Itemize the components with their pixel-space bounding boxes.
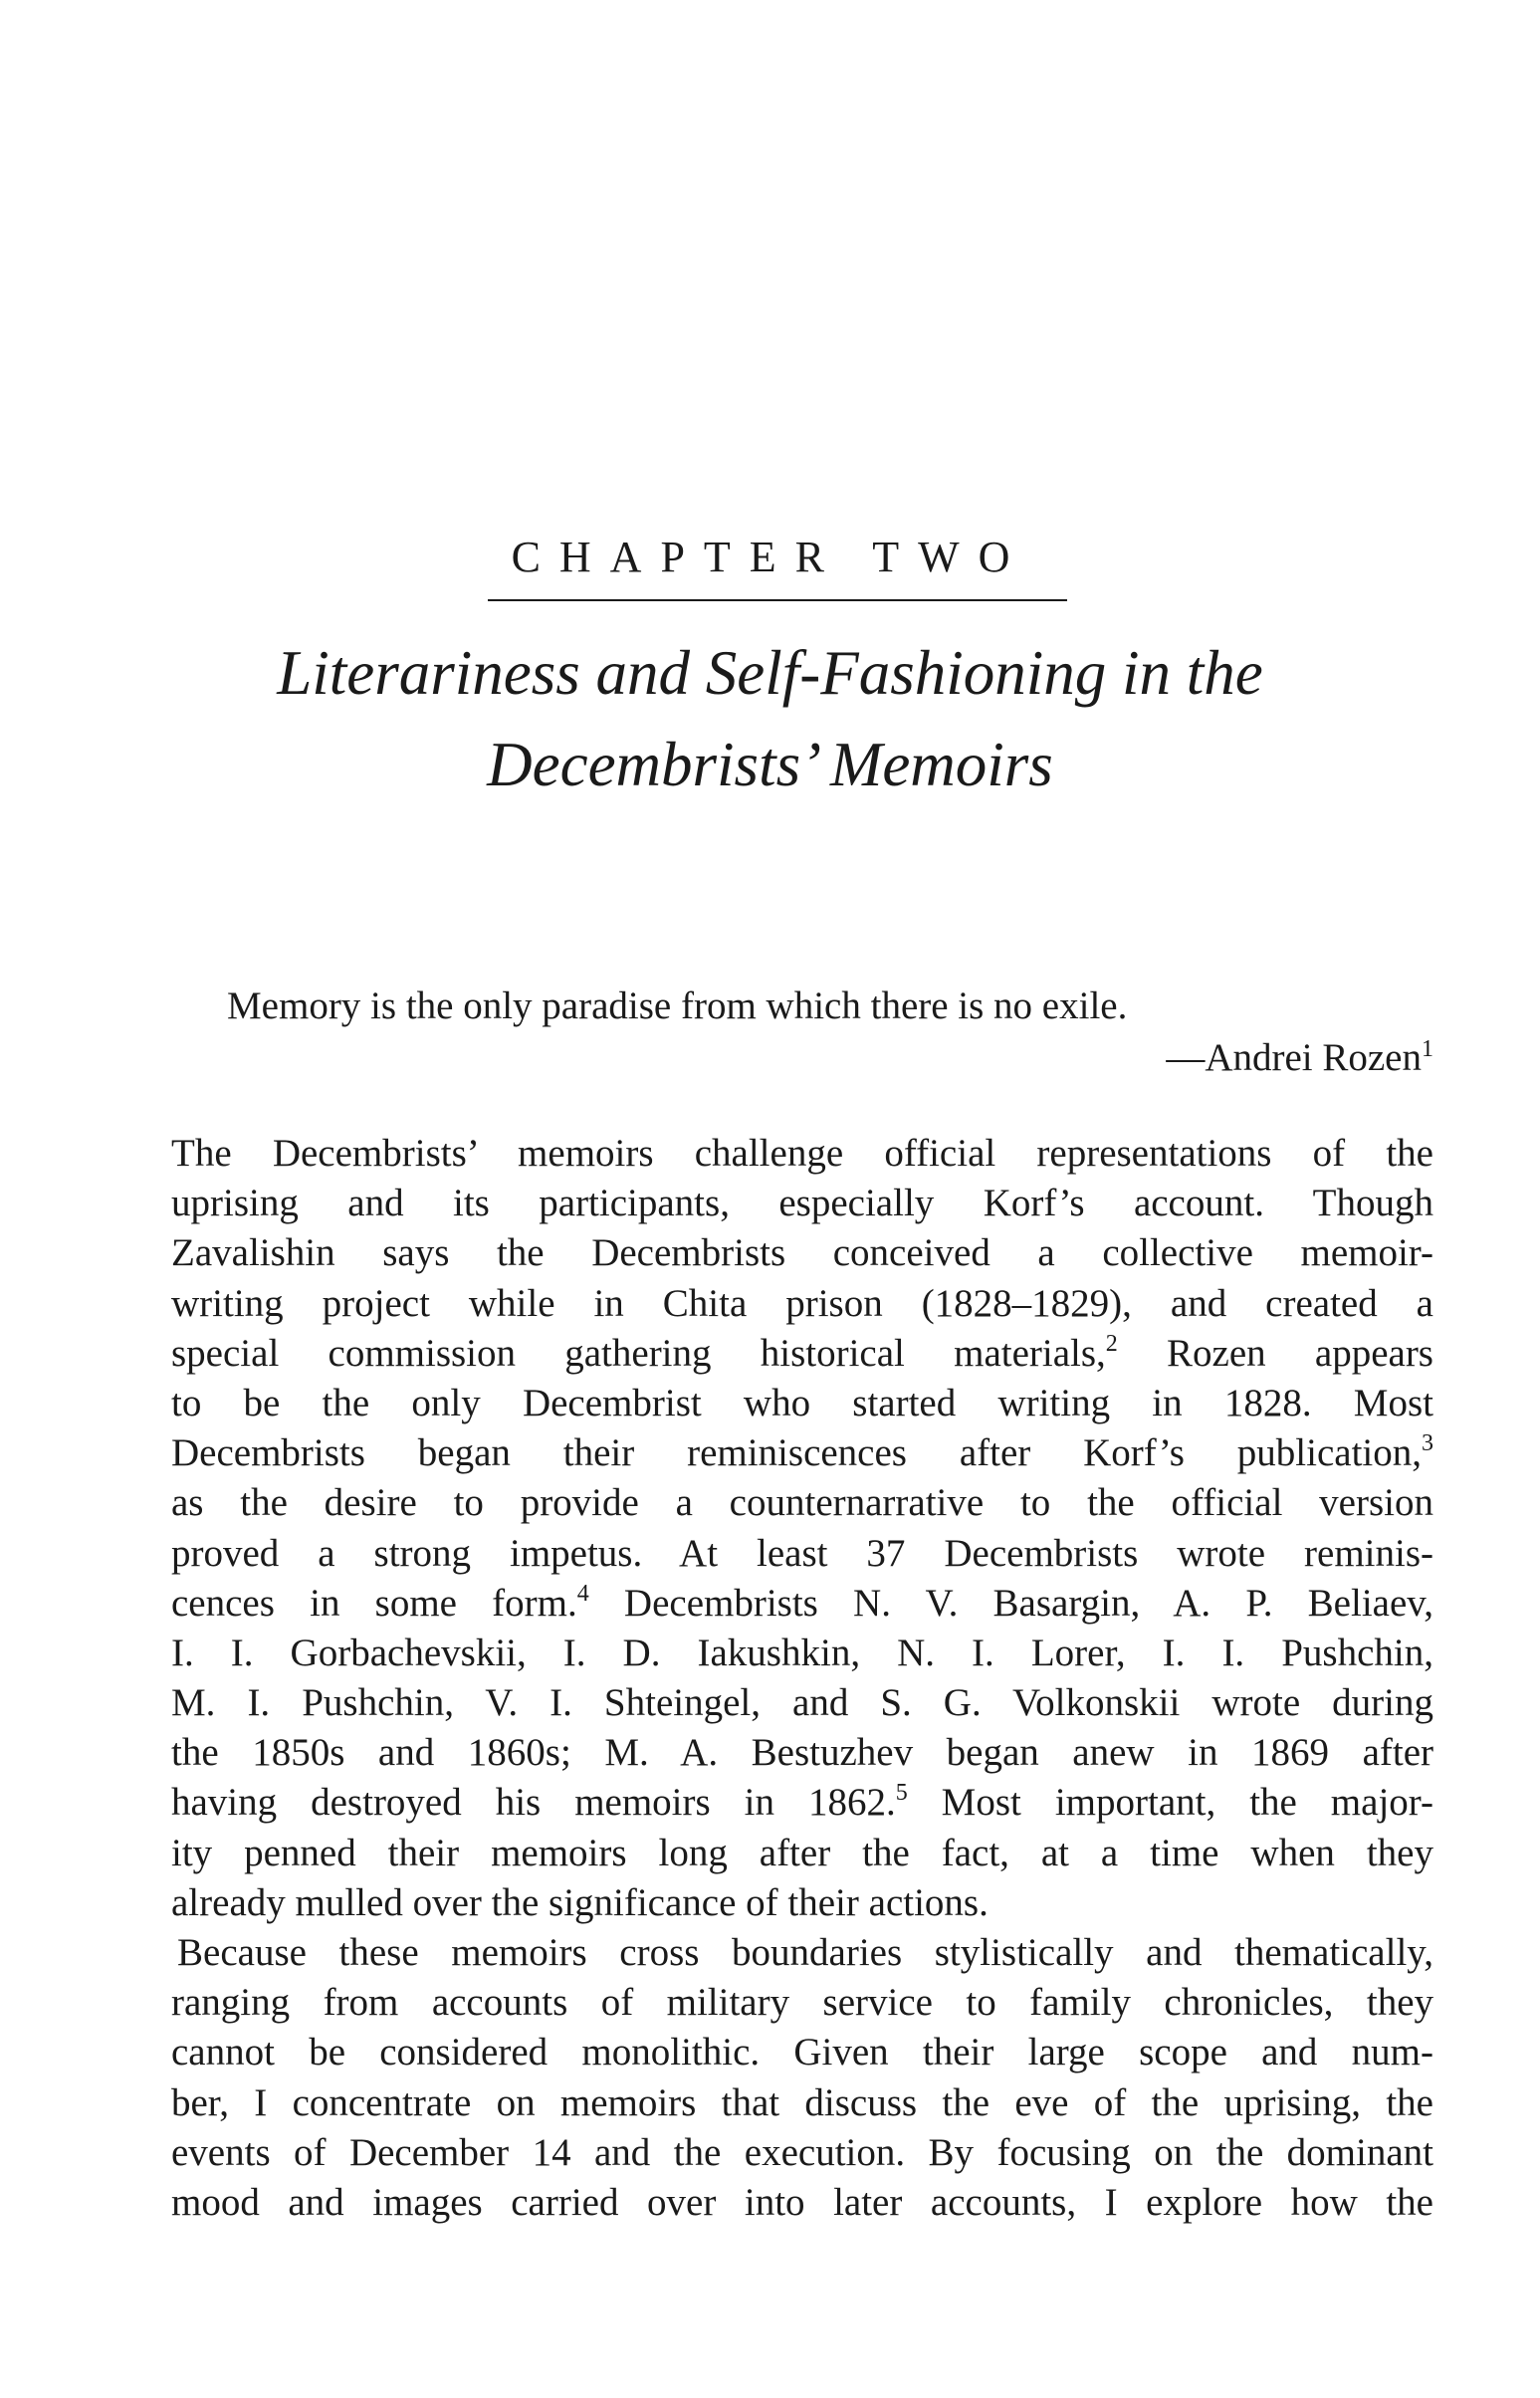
text-line: M. I. Pushchin, V. I. Shteingel, and S. G. Volkonskii wrote during xyxy=(171,1681,1433,1725)
footnote-ref-5: 5 xyxy=(895,1780,908,1807)
text-segment: special commission gathering historical materials, xyxy=(171,1331,1106,1375)
text-line: I. I. Gorbachevskii, I. D. Iakushkin, N. I. Lorer, I. I. Pushchin, xyxy=(171,1631,1433,1674)
footnote-ref-2: 2 xyxy=(1105,1330,1118,1357)
text-line xyxy=(171,1329,1433,1379)
text-line: as the desire to provide a counternarrative to the official version xyxy=(171,1481,1433,1525)
text-line: to be the only Decembrist who started writing in 1828. Most xyxy=(171,1381,1433,1424)
text-line: Because these memoirs cross boundaries stylistically and thematically, xyxy=(177,1931,1433,1974)
text-line: events of December 14 and the execution. By focusing on the dominant xyxy=(171,2130,1433,2174)
text-segment: having destroyed his memoirs in 1862. xyxy=(171,1781,896,1825)
text-line xyxy=(171,1428,1433,1478)
chapter-label: CHAPTER TWO xyxy=(511,533,1029,581)
footnote-ref-1: 1 xyxy=(1422,1036,1433,1062)
text-line xyxy=(171,1778,1433,1828)
chapter-title-line-2: Decembrists’ Memoirs xyxy=(487,730,1053,799)
text-segment: Decembrists N. V. Basargin, A. P. Beliaev, xyxy=(588,1581,1433,1625)
epigraph-source: —Andrei Rozen xyxy=(1166,1036,1422,1079)
paragraph-2 xyxy=(171,1928,1433,2228)
text-line: proved a strong impetus. At least 37 Decembrists wrote reminis- xyxy=(171,1531,1433,1575)
text-line: ranging from accounts of military service to family chronicles, they xyxy=(171,1981,1433,2025)
text-line: the 1850s and 1860s; M. A. Bestuzhev began anew in 1869 after xyxy=(171,1731,1433,1775)
text-segment: Most important, the major- xyxy=(907,1781,1433,1825)
text-line: cannot be considered monolithic. Given their large scope and num- xyxy=(171,2031,1433,2074)
text-line: ity penned their memoirs long after the fact, at a time when they xyxy=(171,1831,1433,1874)
text-line: mood and images carried over into later accounts, I explore how the xyxy=(171,2180,1433,2224)
text-line xyxy=(171,1579,1433,1629)
text-line: The Decembrists’ memoirs challenge official representations of the xyxy=(171,1132,1433,1175)
text-line: ber, I concentrate on memoirs that discuss the eve of the uprising, the xyxy=(171,2080,1433,2124)
epigraph-attribution xyxy=(227,1032,1433,1084)
footnote-ref-4: 4 xyxy=(576,1580,589,1607)
text-segment: Decembrists began their reminiscences after Korf’s publication, xyxy=(171,1431,1422,1475)
footnote-ref-3: 3 xyxy=(1422,1430,1433,1457)
paragraph-1 xyxy=(171,1129,1433,1928)
chapter-rule xyxy=(488,599,1067,601)
epigraph-quote: Memory is the only paradise from which there is no exile. xyxy=(227,984,1128,1027)
text-line: already mulled over the significance of their actions. xyxy=(171,1880,989,1924)
text-line: Zavalishin says the Decembrists conceived a collective memoir- xyxy=(171,1231,1433,1275)
text-line: uprising and its participants, especially Korf’s account. Though xyxy=(171,1182,1433,1225)
chapter-title-line-1: Literariness and Self-Fashioning in the xyxy=(277,638,1263,708)
text-segment: Rozen appears xyxy=(1117,1331,1433,1375)
body-text xyxy=(171,1129,1433,2228)
epigraph xyxy=(227,981,1433,1084)
text-segment: cences in some form. xyxy=(171,1581,577,1625)
text-line: writing project while in Chita prison (1828–1829), and created a xyxy=(171,1281,1433,1325)
chapter-title xyxy=(0,627,1540,810)
